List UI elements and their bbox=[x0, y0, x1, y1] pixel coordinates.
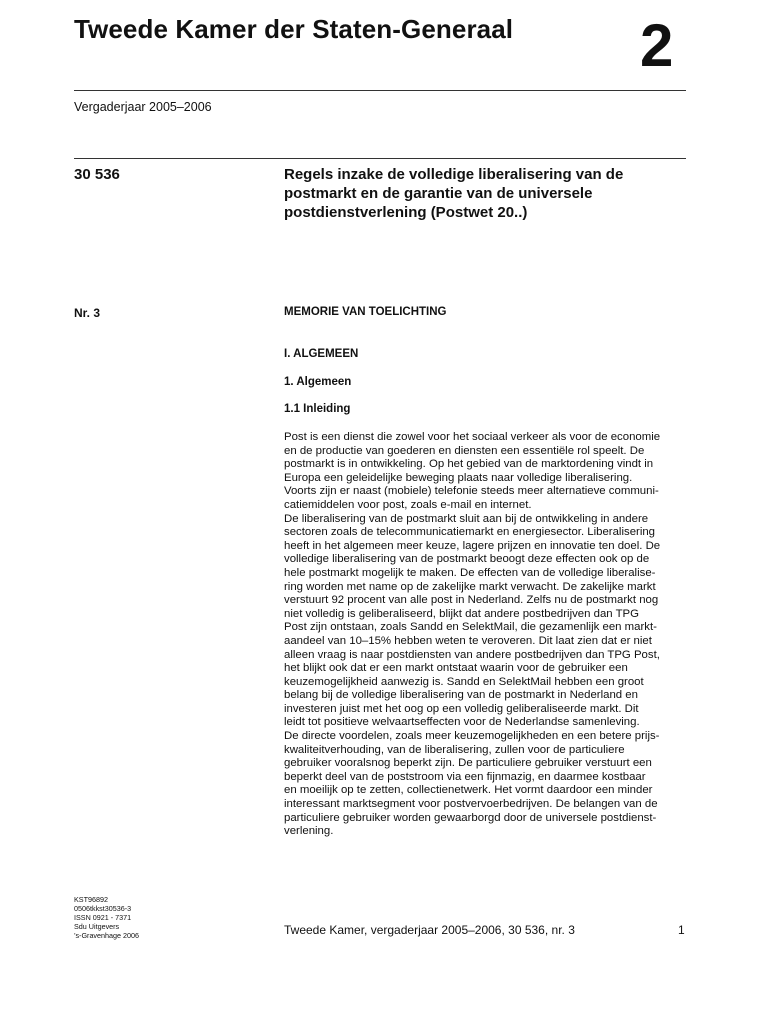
meta-line: ’s-Gravenhage 2006 bbox=[74, 931, 139, 940]
body-line: volledige liberalisering van de postmarkt beoogt deze effecten ook op de bbox=[284, 553, 650, 566]
publication-metadata bbox=[74, 895, 139, 940]
body-line: interessant marktsegment voor postvervoerbedrijven. De belangen van de bbox=[284, 798, 658, 811]
header-divider bbox=[74, 90, 686, 91]
body-line: aandeel van 10–15% hebben weten te veroveren. Dit laat zien dat er niet bbox=[284, 634, 652, 647]
body-line: sectoren zoals de telecommunicatiemarkt en energiesector. Liberalisering bbox=[284, 526, 656, 539]
body-line: Post is een dienst die zowel voor het sociaal verkeer als voor de economie bbox=[284, 431, 661, 443]
page-number: 1 bbox=[678, 923, 685, 937]
document-nr: Nr. 3 bbox=[74, 306, 101, 320]
document-type: MEMORIE VAN TOELICHTING bbox=[284, 306, 447, 318]
body-line: leidt tot positieve welvaartseffecten voor de Nederlandse samenleving. bbox=[284, 716, 640, 729]
body-line: niet volledig is geliberaliseerd, blijkt dat andere postbedrijven dan TPG bbox=[284, 607, 640, 620]
body-line: beperkt deel van de poststroom via een fijnmazig, en daarmee kostbaar bbox=[284, 770, 646, 783]
body-line: catiemiddelen voor post, zoals e-mail en internet. bbox=[284, 498, 532, 511]
body-line: verstuurt 92 procent van alle post in Nederland. Zelfs nu de postmarkt nog bbox=[284, 594, 659, 607]
body-line: gebruiker vooralsnog beperkt zijn. De particuliere gebruiker verstuurt een bbox=[284, 757, 652, 770]
footer-citation: Tweede Kamer, vergaderjaar 2005–2006, 30 536, nr. 3 bbox=[284, 923, 575, 937]
document-divider bbox=[74, 158, 686, 159]
body-line: en de productie van goederen en diensten een essentiële rol speelt. De bbox=[284, 444, 645, 457]
body-line: Voorts zijn er naast (mobiele) telefonie steeds meer alternatieve communi- bbox=[284, 485, 659, 498]
body-line: Europa een geleidelijke beweging plaats naar volledige liberalisering. bbox=[284, 471, 633, 484]
session-year: Vergaderjaar 2005–2006 bbox=[74, 100, 212, 114]
body-line: kwaliteitverhouding, van de liberalisering, zullen voor de particuliere bbox=[284, 743, 625, 756]
body-line: heeft in het algemeen meer keuze, lagere prijzen en innovatie ten doel. De bbox=[284, 539, 661, 552]
section-heading-2: 1. Algemeen bbox=[284, 376, 352, 388]
body-line: ring worden met name op de zakelijke markt verwacht. De zakelijke markt bbox=[284, 580, 656, 593]
meta-line: 0506tkkst30536-3 bbox=[74, 904, 132, 913]
body-line: keuzemogelijkheid aanwezig is. Sandd en SelektMail hebben een groot bbox=[284, 675, 644, 688]
body-line: alleen vraag is naar postdiensten van andere postbedrijven dan TPG Post, bbox=[284, 648, 660, 661]
body-line: Post zijn ontstaan, zoals Sandd en SelektMail, die gezamenlijk een markt- bbox=[284, 621, 657, 634]
section-heading-1: I. ALGEMEEN bbox=[284, 348, 359, 360]
body-line: hele postmarkt mogelijk te maken. De effecten van de volledige liberalise- bbox=[284, 566, 656, 579]
body-line: belang bij de volledige liberalisering van de postmarkt in Nederland en bbox=[284, 689, 638, 702]
section-heading-3: 1.1 Inleiding bbox=[284, 403, 351, 415]
meta-line: Sdu Uitgevers bbox=[74, 922, 120, 931]
body-line: postmarkt is in ontwikkeling. Op het gebied van de marktordening vindt in bbox=[284, 458, 654, 471]
meta-line: KST96892 bbox=[74, 895, 108, 904]
body-line: verlening. bbox=[284, 825, 334, 838]
meta-line: ISSN 0921 - 7371 bbox=[74, 913, 132, 922]
body-line: investeren juist met het oog op een volledig geliberaliseerde markt. Dit bbox=[284, 702, 639, 715]
body-line: het blijkt ook dat er een markt ontstaat waarin voor de gebruiker een bbox=[284, 662, 628, 675]
body-line: en moeilijk op te zetten, collectienetwerk. Het vormt daardoor een minder bbox=[284, 784, 653, 797]
body-line: De liberalisering van de postmarkt sluit aan bij de ontwikkeling in andere bbox=[284, 512, 649, 525]
kamerstuk-number: 30 536 bbox=[74, 166, 120, 183]
document-title: Regels inzake de volledige liberalisering van de postmarkt en de garantie van de universele postdienstverlening (Postwet 20..) bbox=[284, 166, 624, 221]
publication-title: Tweede Kamer der Staten-Generaal bbox=[74, 14, 514, 44]
body-line: particuliere gebruiker worden gewaarborgd door de universele postdienst- bbox=[284, 811, 657, 824]
body-line: De directe voordelen, zoals meer keuzemogelijkheden en een betere prijs- bbox=[284, 730, 660, 743]
body-text bbox=[284, 431, 694, 839]
chamber-number: 2 bbox=[640, 12, 674, 79]
